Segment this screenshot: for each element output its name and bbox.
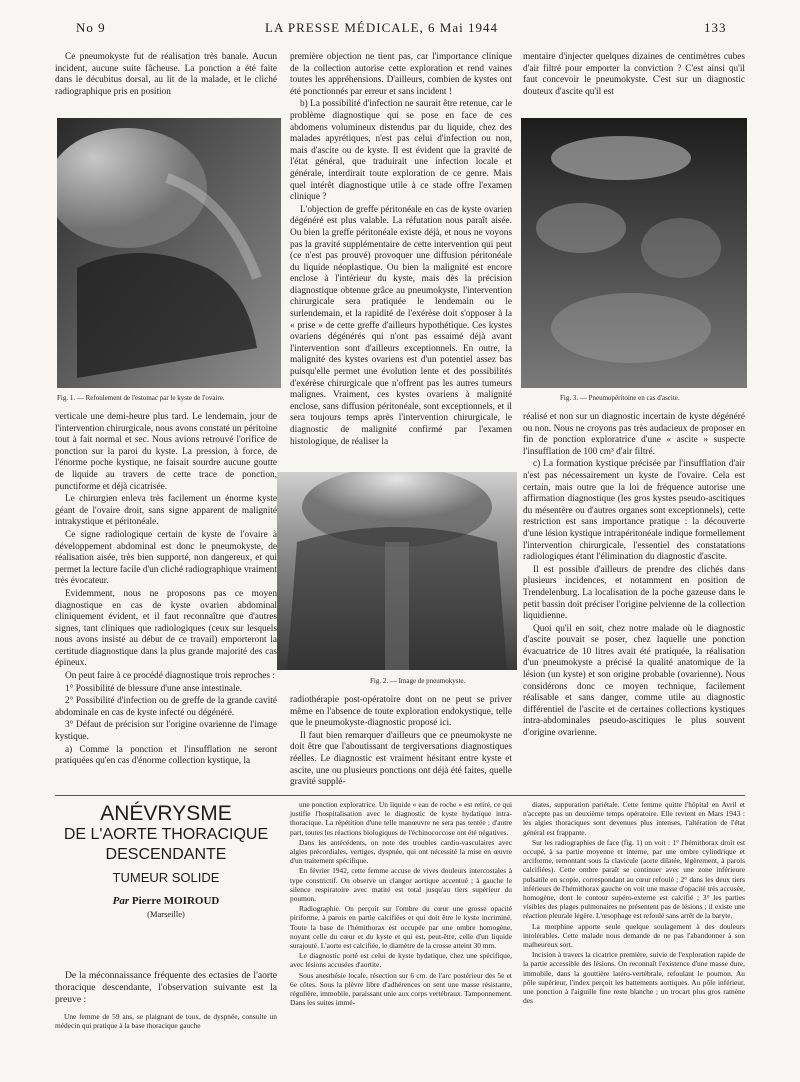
figure-1-radiograph	[57, 118, 281, 388]
col1-body: verticale une demi-heure plus tard. Le lendemain, jour de l'intervention chirurgicale, nous avons constaté un péritoine tout à fait normal et sec. Nous avions retrouvé l'orifice de ponction sur la paroi du kyste. La pression, à force, de l'énorme poche kystique, ne faisait sourdre aucune goutte de liquide au travers de cette trace de ponction, punctiforme et déjà cicatrisée. Le chirurgien enleva très facilement un énorme kyste géant de l'ovaire droit, sans signe apparent de malignité intrakystique et péritonéale. Ce signe radiologique certain de kyste de l'ovaire à développement abdominal est donc le pneumokyste, de réalisation aisée, très bien supporté, non dangereux, et qui permet la lecture facile d'un cliché radiographique vraiment très évocateur. Evidemment, nous ne proposons pas ce moyen diagnostique en cas de kyste ovarien abdominal cliniquement évident, et il faut reconnaître que d'autres signes, tant cliniques que radiologiques (ceux sur lesquels nous avons insisté au début de ce travail) emporteront la certitude diagnostique dans la plus grande majorité des cas épineux. On peut faire à ce procédé diagnostique trois reproches : 1° Possibilité de blessure d'une anse intestinale. 2° Possibilité d'infection ou de greffe de la grande cavité abdominale en cas de kyste infecté ou dégénéré. 3° Défaut de précision sur l'origine ovarienne de l'image kystique. a) Comme la ponction et l'insufflation ne seront pratiquées qu'en cas d'énorme collection kystique, la	[55, 412, 277, 767]
article-separator	[55, 795, 745, 796]
article2-title-block	[55, 802, 277, 919]
article2-case: Une femme de 59 ans, se plaignant de toux, de dyspnée, consulte un médecin qui pratique à la base thoracique gauche	[55, 1012, 277, 1031]
figure-3-photo	[521, 118, 747, 388]
figure-2-photo	[277, 472, 517, 670]
figure-1-photo	[57, 118, 281, 388]
figure-3-caption: Fig. 3. — Pneumopéritoine en cas d'ascite.	[560, 394, 680, 402]
article2-title-line3: DESCENDANTE	[105, 846, 227, 863]
journal-header: LA PRESSE MÉDICALE, 6 Mai 1944	[265, 20, 498, 35]
col3-top-text: mentaire d'injecter quelques dizaines de centimètres cubes d'air filtré pour emporter la conviction ? C'est ainsi qu'il faut concevoir le pneumokyste. C'est sur un diagnostic douteux d'ascite qu'il est	[523, 52, 745, 97]
article2-col3: diates, suppuration pariétale. Cette femme quitte l'hôpital en Avril et n'accepte pas un deuxième temps opératoire. Elle revient en Mars 1943 : les algies thoraciques sont devenues plus intenses, l'altération de l'état général est frappante. Sur les radiographies de face (fig. 1) on voit : 1° l'hémithorax droit est occupé, à sa partie moyenne et interne, par une ombre cylindrique et arciforme, remontant sous la clavicule (aorte dilatée, légèrement, à parois calcifiées). Cette ombre paraît se continuer avec une zone inférieure pulsatile en scopie, correspondant au cœur refoulé ; 2° dans les deux tiers inférieurs de l'hémithorax gauche on voit une masse d'opacité très accusée, homogène, dont le contour supéro-externe est calcifié ; 3° les parties visibles des plages pulmonaires ne présentent pas de lésions ; il existe une réaction pleurale légère. L'œsophage est refoulé sans arrêt de la baryte. La morphine apporte seule quelque soulagement à des douleurs intolérables. Cette malade nous demande de ne pas l'abandonner à son malheureux sort. Incision à travers la cicatrice première, suivie de l'exploration rapide de la partie accessible des lésions. On reconnaît l'existence d'une masse dure, immobile, dans la gouttière latéro-vertébrale, refoulant le poumon. Au pôle supérieur, l'index perçoit les battements aortiques. Au pôle inférieur, une ponction à l'aiguille fine reste blanche ; un trocart plus gros ramène des	[523, 800, 745, 1006]
page-number: 133	[704, 20, 727, 35]
issue-number: No 9	[76, 20, 106, 35]
col2-bottom-text: radiothérapie post-opératoire dont on ne peut se priver même en l'absence de toute exploration endokystique, telle que le pneumokyste-diagnostic proposé ici. Il faut bien remarquer d'ailleurs que ce pneumokyste ne doit être que l'aboutissant de tergiversations diagnostiques réelles. Le diagnostic est vraiment hésitant entre kyste et ascite, une ou plusieurs ponctions ont déjà été faites, quelle gravité supplé-	[290, 695, 512, 788]
article2-subtitle: TUMEUR SOLIDE	[112, 870, 220, 885]
figure-2-caption: Fig. 2. — Image de pneumokyste.	[370, 677, 466, 685]
figure-2-radiograph	[277, 472, 517, 670]
article2-col2: une ponction exploratrice. Un liquide « eau de roche » est retiré, ce qui justifie l'hospitalisation avec le diagnostic de kyste hydatique intra-thoracique. La répétition d'une telle manœuvre ne sera pas tentée ; d'autre part, toutes les réactions biologiques de l'échinococcose ont été négatives. Dans les antécédents, on note des troubles cardio-vasculaires avec algies précordiales, vertiges, dyspnée, qui ont nécessité la mise en œuvre d'un traitement spécifique. En février 1942, cette femme accuse de vives douleurs intercostales à type constrictif. On observe un clangor aortique accentué ; à gauche le silence respiratoire avec matité est total jusqu'au tiers supérieur du poumon. Radiographie. On perçoit sur l'ombre du cœur une grosse opacité piriforme, à parois en partie calcifiées et qui doit être le kyste incriminé. Toute la base de l'hémithorax est occupée par une ombre homogène, noyant celle du cœur et du kyste et qui est, peut-être, celle d'un liquide surajouté. L'aorte est calcifiée, le diamètre de la crosse atteint 30 mm. Le diagnostic porté est celui de kyste hydatique, chez une spécifique, avec lésions accusées d'aortite. Sous anesthésie locale, résection sur 6 cm. de l'arc postérieur des 5e et 6e côtes. Sous la plèvre libre d'adhérences on sent une masse résistante, régulière, immobile, paraissant unie aux corps vertébraux. Tamponnement. Dans les suites immé-	[290, 800, 512, 1008]
article2-author: Pierre MOIROUD	[131, 895, 220, 907]
col2-top-text: première objection ne tient pas, car l'importance clinique de la collection autorise cette exploration et rend vaines toutes les appréhensions. D'ailleurs, combien de kystes ont été ponctionnés par erreur et sans incident ! b) La possibilité d'infection ne saurait être retenue, car le problème diagnostique qui se pose en face de ces abdomens volumineux distendus par du liquide, chez des malades apyrétiques, n'est pas celui d'infection ou non, mais d'ascite ou de kyste. Il est évident que la gravité de l'état général, que traduirait une infection locale et générale, interdirait toute exploration de ce genre. Mais quel intérêt diagnostique utile à ce stade offre l'examen clinique ? L'objection de greffe péritonéale en cas de kyste ovarien dégénéré est plus valable. La réfutation nous paraît aisée. Ou bien la greffe péritonéale existe déjà, et nous ne voyons pas la gravité supplémentaire de cette intervention qui peut (ce n'est pas prouvé) provoquer une diffusion péritonéale du liquide néoplastique. Ou bien la malignité est encore enclose à l'intérieur du kyste, mais dès la précision diagnostique obtenue grâce au pneumokyste, l'intervention chirurgicale sera pratiquée le lendemain ou le surlendemain, et la rapidité de l'exérèse doit s'opposer à la « prise » de cette greffe d'ailleurs hypothétique. Ces kystes ovariens dégénérés qui n'ont pas essaimé déjà avant l'intervention sont d'ailleurs exceptionnels. En outre, la malignité des kystes ovariens est d'un potentiel assez bas puisqu'elle permet une évolution lente et des possibilités d'exérèse chirurgicale que n'offrent pas les autres tumeurs malignes. Vraiment, ces kystes ovariens à malignité enclose, sans diffusion péritonéale, sont exceptionnels, et il sera toujours temps après l'intervention chirurgicale, le diagnostic de malignité confirmé par l'examen histologique, de réaliser la	[290, 52, 512, 447]
article2-title-line1: ANÉVRYSME	[100, 802, 232, 825]
article2-city: (Marseille)	[147, 909, 185, 919]
figure-1-caption: Fig. 1. — Refoulement de l'estomac par le kyste de l'ovaire.	[57, 394, 225, 402]
col3-body: réalisé et non sur un diagnostic incertain de kyste dégénéré ou non. Nous ne croyons pas très audacieux de proposer en fin de ponction exploratrice d'une « ascite » suspecte l'insufflation de 100 cm³ d'air filtré. c) La formation kystique précisée par l'insufflation d'air n'est pas nécessairement un kyste de l'ovaire. Cela est certain, mais outre que la loi de fréquence autorise une affirmation diagnostique (les gros kystes pseudo-ascitiques du mésentère ou d'autres organes sont exceptionnels), cette restriction est sans importance pratique : la découverte d'une lésion kystique intrapéritonéale indique formellement l'intervention chirurgicale, l'essentiel des constatations radiologiques étant l'élimination du diagnostic d'ascite. Il est possible d'ailleurs de prendre des clichés dans plusieurs incidences, et notamment en position de Trendelenburg. La localisation de la poche gazeuse dans le petit bassin doit préciser l'origine pelvienne de la collection liquidienne. Quoi qu'il en soit, chez notre malade où le diagnostic d'ascite pouvait se poser, chez laquelle une ponction évacuatrice de 10 litres avait été pratiquée, la réalisation d'un pneumokyste a précisé la qualité anatomique de la lésion (un kyste) et son origine probable (ovarienne). Nous considérons donc ce moyen technique, facilement réalisable et sans danger, comme utile au diagnostic différentiel de l'ascite et de certaines collections kystiques intra-abdominales pseudo-ascitiques le plus souvent d'origine ovarienne.	[523, 412, 745, 739]
article2-intro: De la méconnaissance fréquente des ectasies de l'aorte thoracique descendante, l'observation suivante est la preuve :	[55, 970, 277, 1005]
col1-top-text: Ce pneumokyste fut de réalisation très banale. Aucun incident, aucune suite fâcheuse. La ponction a été faite dans le décubitus dorsal, au lit de la malade, et le cliché radiographique pris en position	[55, 52, 277, 97]
article2-title-line2: DE L'AORTE THORACIQUE	[63, 826, 269, 843]
article2-by: Par	[112, 895, 130, 907]
figure-3-radiograph	[521, 118, 747, 388]
